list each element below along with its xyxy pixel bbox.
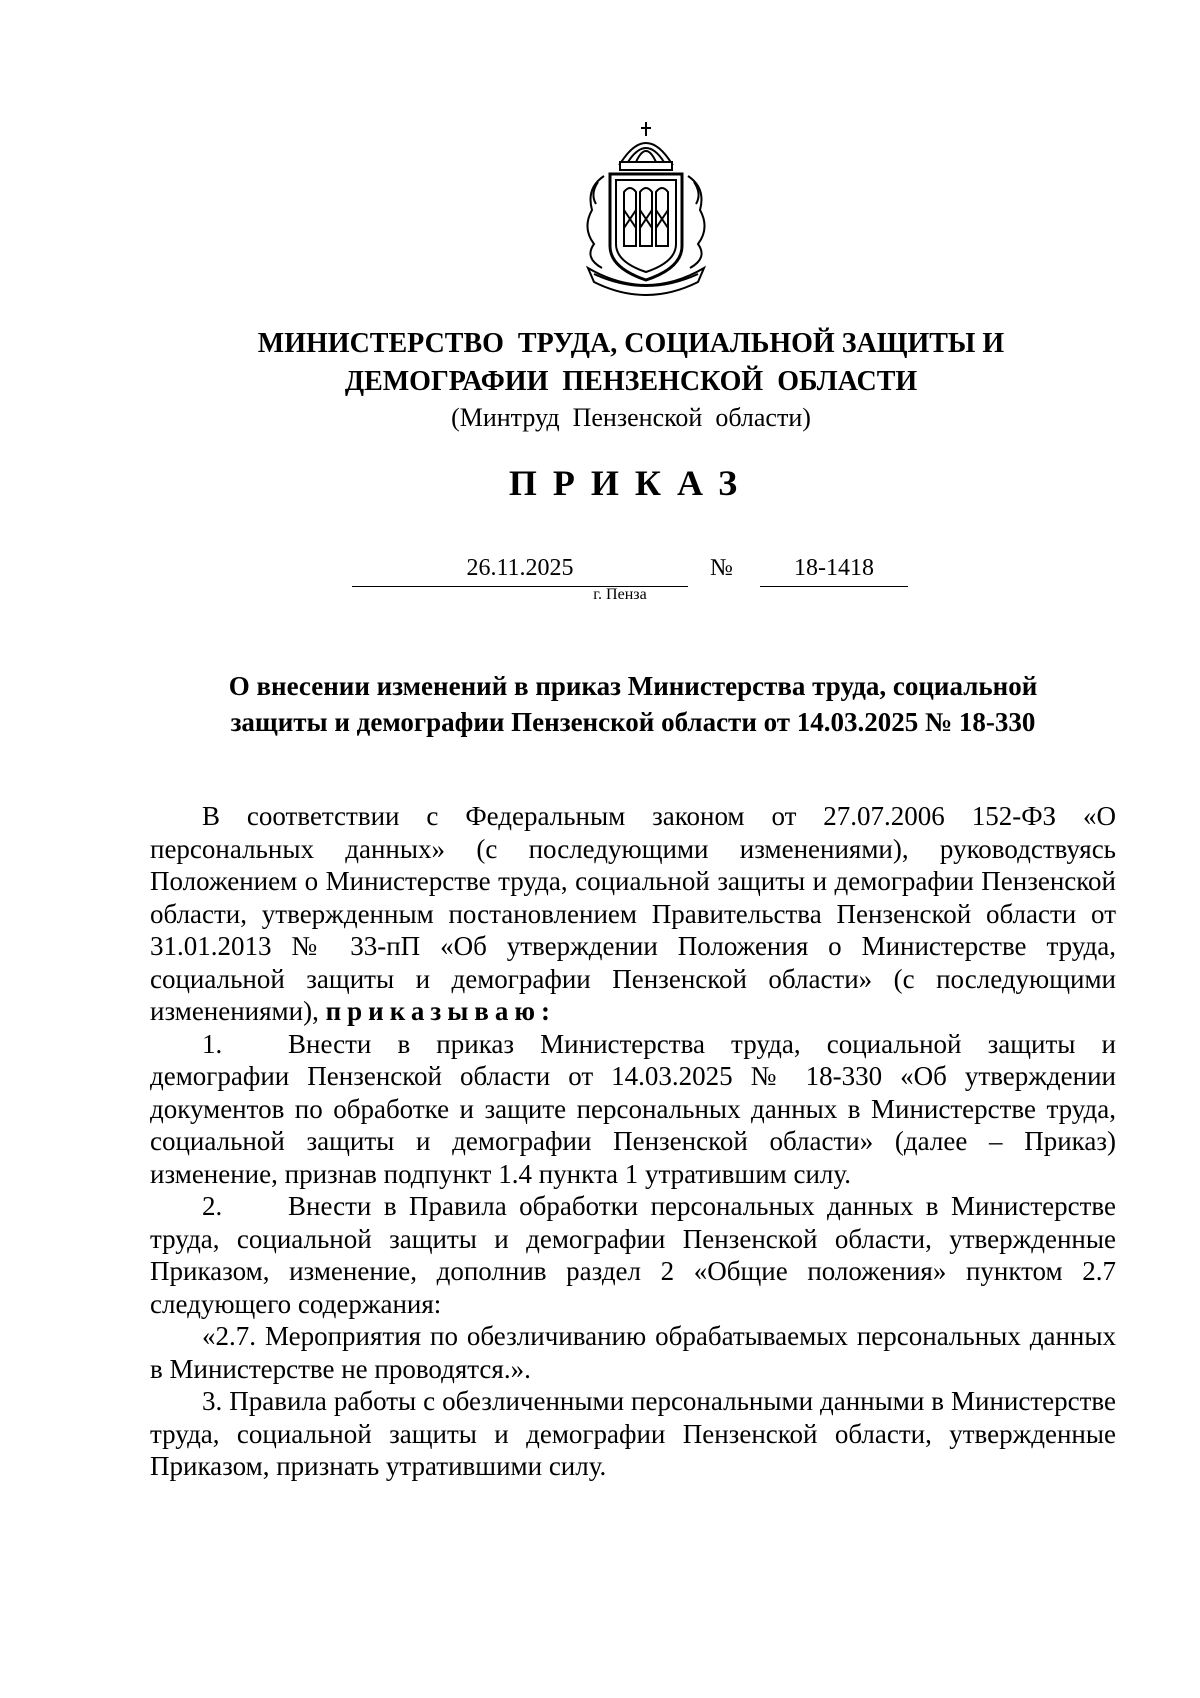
document-subject [150, 668, 1116, 740]
item-1 [150, 1028, 1116, 1191]
document-number: 18-1418 [760, 550, 908, 587]
order-word: приказываю: [325, 996, 557, 1026]
item-2-quote: «2.7. Мероприятия по обезличиванию обрабатываемых персональных данных в Министерстве не проводятся.». [150, 1321, 1116, 1384]
item-2-number: 2. [202, 1191, 223, 1221]
document-date: 26.11.2025 [352, 550, 688, 587]
subject-line1: О внесении изменений в приказ Министерства труда, социальной [228, 671, 1038, 701]
organization-name-line1: МИНИСТЕРСТВО ТРУДА, СОЦИАЛЬНОЙ ЗАЩИТЫ И [257, 328, 1005, 359]
document-type-title: ПРИКАЗ [508, 463, 754, 503]
document-body [150, 800, 1116, 1483]
item-3: 3. Правила работы с обезличенными персональными данными в Министерстве труда, социальной защиты и демографии Пензенской области, утвержденные Приказом, признать утратившими силу. [150, 1386, 1116, 1481]
item-2 [150, 1190, 1116, 1320]
document-city: г. Пенза [593, 586, 647, 603]
number-sign: № [710, 555, 733, 581]
organization-short-name: (Минтруд Пензенской области) [451, 403, 811, 432]
preamble-paragraph [150, 800, 1116, 1028]
preamble-text: В соответствии с Федеральным законом от 27.07.2006 152-ФЗ «О персональных данных» (с последующими изменениями), руководствуясь Положением о Министерстве труда, социальной защиты и демографии Пензенской области, утвержденным постановлением Правительства Пензенской области от 31.01.2013 № 33-пП «Об утверждении Положения о Министерстве труда, социальной защиты и демографии Пензенской области» (с последующими изменениями), [150, 801, 1116, 1026]
organization-name-line2: ДЕМОГРАФИИ ПЕНЗЕНСКОЙ ОБЛАСТИ [344, 366, 918, 397]
item-1-text: Внести в приказ Министерства труда, социальной защиты и демографии Пензенской области от 14.03.2025 № 18-330 «Об утверждении документов по обработке и защите персональных данных в Министерстве труда, социальной защиты и демографии Пензенской области» (далее – Приказ) изменение, признав подпункт 1.4 пункта 1 утратившим силу. [150, 1028, 1116, 1189]
item-1-number: 1. [202, 1028, 223, 1059]
item-2-text: Внести в Правила обработки персональных данных в Министерстве труда, социальной защиты и демографии Пензенской области, утвержденные Приказом, изменение, дополнив раздел 2 «Общие положения» пунктом 2.7 следующего содержания: [150, 1191, 1116, 1319]
penza-coat-of-arms-icon [580, 118, 712, 296]
subject-line2: защиты и демографии Пензенской области от 14.03.2025 № 18-330 [230, 707, 1036, 737]
organization-header [0, 325, 1200, 435]
